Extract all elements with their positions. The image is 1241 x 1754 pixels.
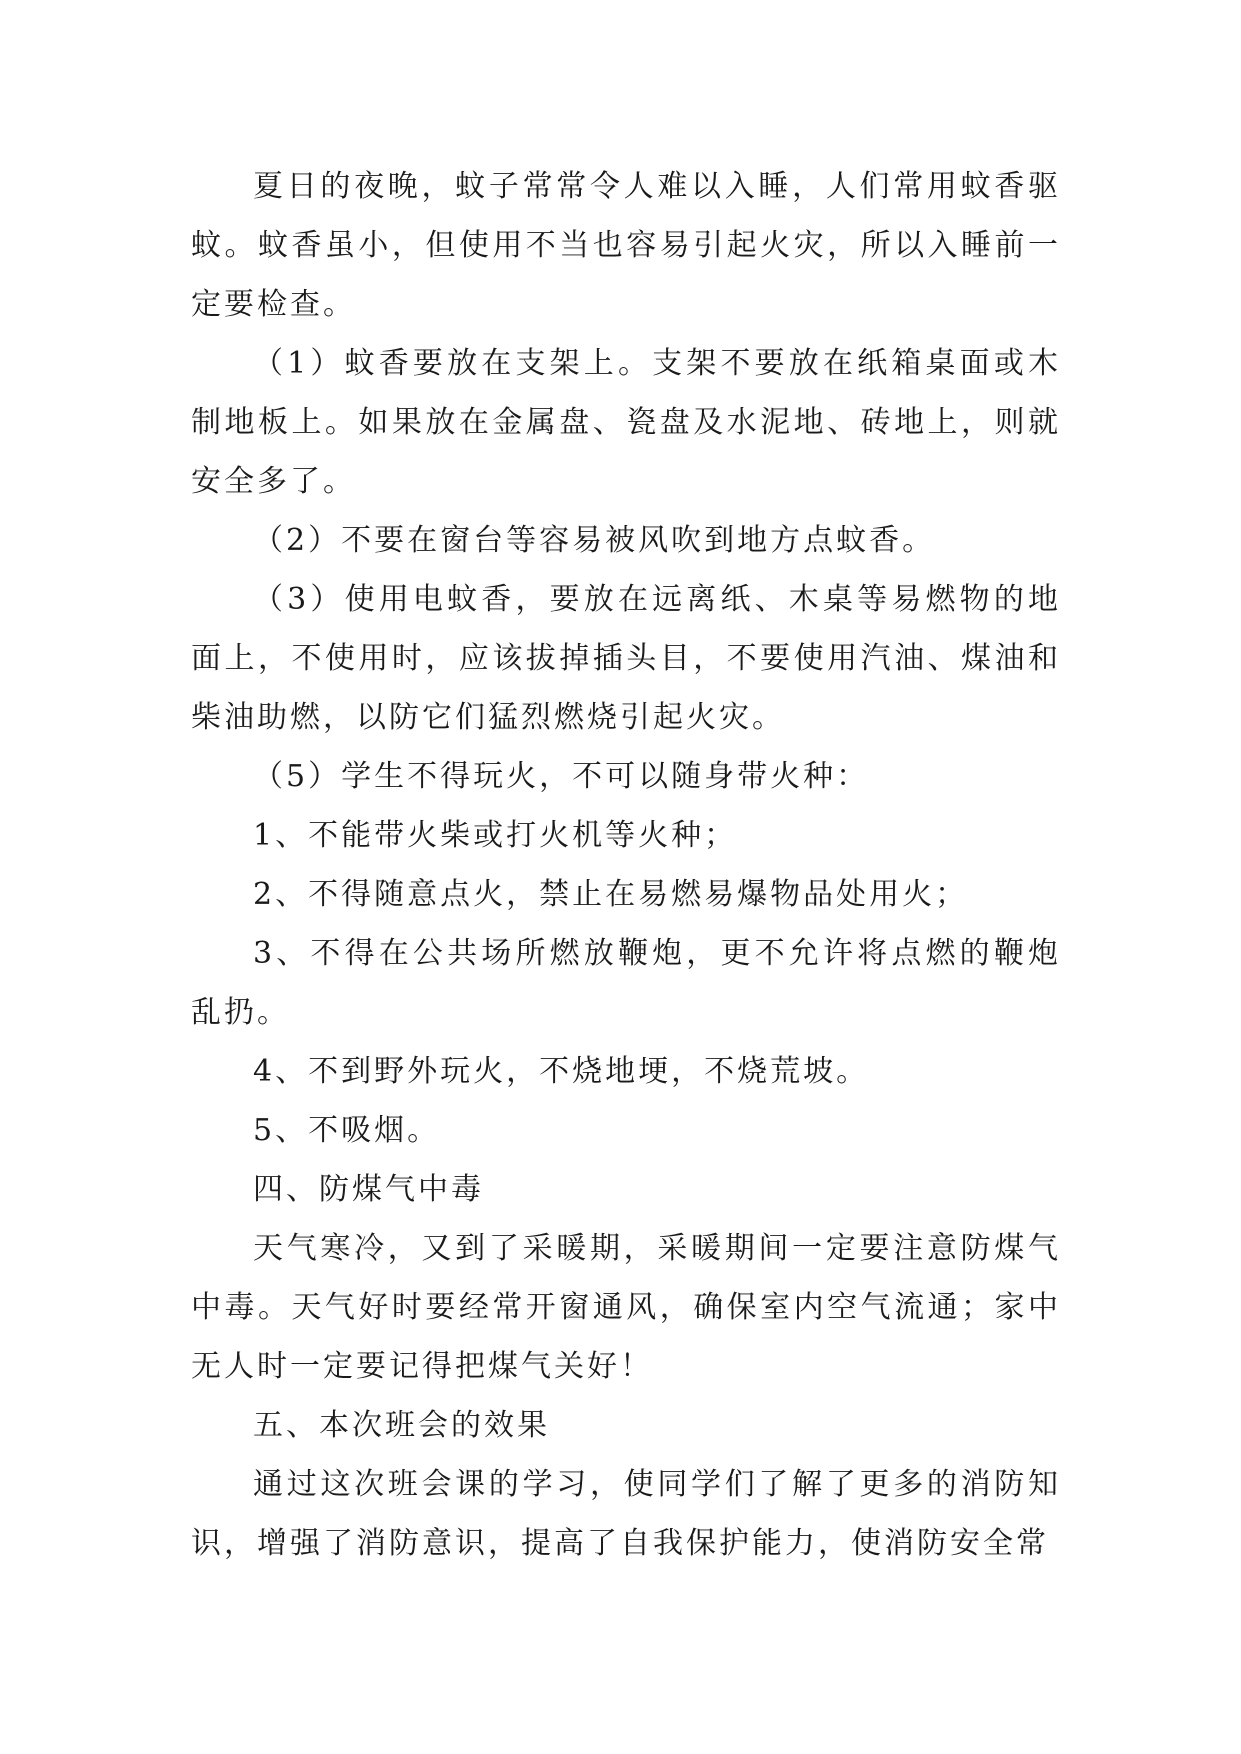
paragraph-intro: 夏日的夜晚，蚊子常常令人难以入睡，人们常用蚊香驱蚊。蚊香虽小，但使用不当也容易引起火灾，所以入睡前一定要检查。 [191,169,1061,322]
list-item-4: 4、不到野外玩火，不烧地埂，不烧荒坡。 [253,1054,870,1089]
paragraph-gas-safety: 天气寒冷，又到了采暖期，采暖期间一定要注意防煤气中毒。天气好时要经常开窗通风，确保室内空气流通；家中无人时一定要记得把煤气关好！ [191,1231,1061,1384]
paragraph-item-3: （3）使用电蚊香，要放在远离纸、木桌等易燃物的地面上，不使用时，应该拔掉插头目，不要使用汽油、煤油和柴油助燃，以防它们猛烈燃烧引起火灾。 [191,582,1061,735]
section-heading-5: 五、本次班会的效果 [253,1408,550,1443]
document-body [191,157,1061,1573]
list-item-1: 1、不能带火柴或打火机等火种； [253,818,738,853]
paragraph-item-5: （5）学生不得玩火，不可以随身带火种： [253,759,870,794]
list-item-2: 2、不得随意点火，禁止在易燃易爆物品处用火； [253,877,969,912]
list-item-5: 5、不吸烟。 [253,1113,441,1148]
list-item-3: 3、不得在公共场所燃放鞭炮，更不允许将点燃的鞭炮乱扔。 [191,936,1061,1030]
paragraph-effect: 通过这次班会课的学习，使同学们了解了更多的消防知识，增强了消防意识，提高了自我保护能力，使消防安全常 [191,1467,1061,1561]
paragraph-item-1: （1）蚊香要放在支架上。支架不要放在纸箱桌面或木制地板上。如果放在金属盘、瓷盘及水泥地、砖地上，则就安全多了。 [191,346,1061,499]
paragraph-item-2: （2）不要在窗台等容易被风吹到地方点蚊香。 [253,523,936,558]
section-heading-4: 四、防煤气中毒 [253,1172,484,1207]
